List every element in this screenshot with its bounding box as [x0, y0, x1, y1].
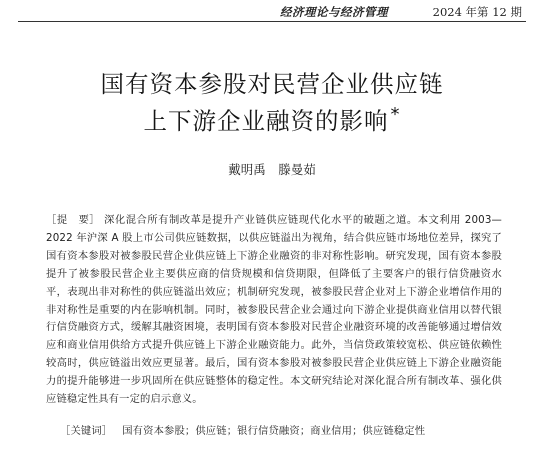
- title-footnote-mark: *: [390, 104, 401, 126]
- header-rule: [18, 21, 526, 22]
- keywords-label: ［关键词］: [60, 425, 113, 437]
- abstract-text: 深化混合所有制改革是提升产业链供应链现代化水平的破题之道。本文利用 2003—2022 年沪深 A 股上市公司供应链数据，以供应链溢出为视角，结合供应链市场地位差异，探究了国有资本参股对被参股民营企业供应链上下游企业融资的非对称性影响。研究发现，国有资本参股提升了被参股民营企业主要供应商的信贷规模和信贷期限，但降低了主要客户的银行信贷融资水平，表现出非对称性的供应链溢出效应；机制研究发现，被参股民营企业对上下游企业增信作用的非对称性是重要的内在影响机制。同时，被参股民营企业会通过向下游企业提供商业信用以替代银行信贷融资方式，缓解其融资困境，表明国有资本参股对民营企业融资环境的改善能够通过增信效应和商业信用供给方式提升供应链上下游企业融资能力。此外，当信贷政策较宽松、供应链依赖性较高时，供应链溢出效应更显著。最后，国有资本参股对被参股民营企业供应链上下游企业融资能力的提升能够进一步巩固所在供应链整体的稳定性。本文研究结论对深化混合所有制改革、强化供应链稳定性具有一定的启示意义。: [46, 214, 503, 406]
- running-header: [18, 2, 526, 22]
- journal-name: 经济理论与经济管理: [280, 5, 388, 19]
- article-title-line-2: [0, 102, 544, 136]
- abstract: [46, 212, 502, 409]
- title-line-1-text: 国有资本参股对民营企业供应链: [100, 70, 444, 98]
- authors: 戴明禹 滕曼茹: [228, 162, 316, 177]
- keywords: [60, 422, 500, 437]
- abstract-label: ［提 要］: [46, 214, 101, 226]
- keywords-text: 国有资本参股；供应链；银行信贷融资；商业信用；供应链稳定性: [122, 425, 426, 437]
- article-title-line-1: [0, 65, 544, 99]
- issue-number: 2024 年第 12 期: [432, 5, 522, 19]
- title-line-2-text: 上下游企业融资的影响: [143, 107, 389, 135]
